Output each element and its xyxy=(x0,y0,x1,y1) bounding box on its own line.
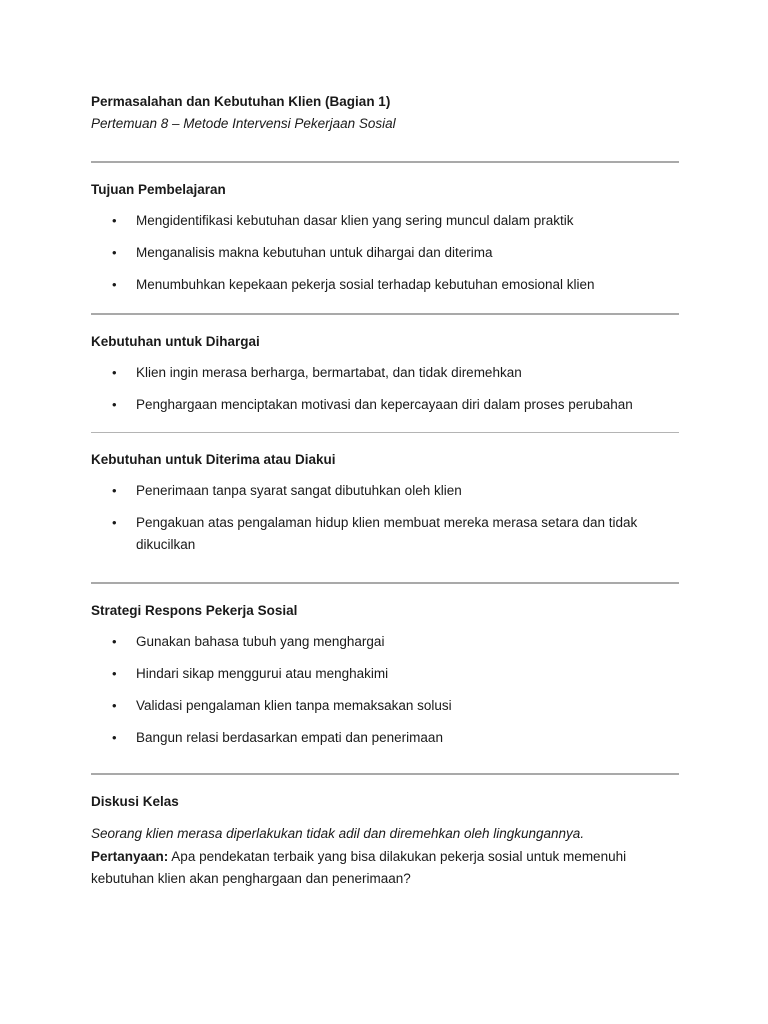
list-item: • Hindari sikap menggurui atau menghakimi xyxy=(91,663,679,685)
strategi-list xyxy=(91,631,679,749)
dihargai-list xyxy=(91,362,679,416)
bullet-icon: • xyxy=(112,213,117,228)
list-item: • Klien ingin merasa berharga, bermartabat, dan tidak diremehkan xyxy=(91,362,679,384)
divider xyxy=(91,432,679,433)
bullet-icon: • xyxy=(112,397,117,412)
document-page xyxy=(91,92,679,890)
divider xyxy=(91,161,679,163)
document-title: Permasalahan dan Kebutuhan Klien (Bagian 1) xyxy=(91,94,391,109)
bullet-icon: • xyxy=(112,483,117,498)
list-item: • Gunakan bahasa tubuh yang menghargai xyxy=(91,631,679,653)
list-item: • Mengidentifikasi kebutuhan dasar klien yang sering muncul dalam praktik xyxy=(91,210,679,232)
bullet-icon: • xyxy=(112,634,117,649)
list-item: • Penghargaan menciptakan motivasi dan kepercayaan diri dalam proses perubahan xyxy=(91,394,679,416)
list-item: • Pengakuan atas pengalaman hidup klien membuat mereka merasa setara dan tidak dikucilkan xyxy=(91,512,679,556)
section-heading-dihargai: Kebutuhan untuk Dihargai xyxy=(91,334,260,349)
bullet-icon: • xyxy=(112,730,117,745)
bullet-icon: • xyxy=(112,277,117,292)
bullet-icon: • xyxy=(112,698,117,713)
list-item: • Penerimaan tanpa syarat sangat dibutuhkan oleh klien xyxy=(91,480,679,502)
list-item: • Validasi pengalaman klien tanpa memaksakan solusi xyxy=(91,695,679,717)
divider xyxy=(91,773,679,775)
question-label: Pertanyaan: xyxy=(91,849,169,864)
divider xyxy=(91,582,679,584)
bullet-icon: • xyxy=(112,515,117,530)
section-heading-diskusi: Diskusi Kelas xyxy=(91,794,179,809)
diterima-list xyxy=(91,480,679,556)
section-heading-diterima: Kebutuhan untuk Diterima atau Diakui xyxy=(91,452,336,467)
list-item: • Menumbuhkan kepekaan pekerja sosial terhadap kebutuhan emosional klien xyxy=(91,274,679,296)
bullet-icon: • xyxy=(112,666,117,681)
list-item: • Bangun relasi berdasarkan empati dan penerimaan xyxy=(91,727,679,749)
bullet-icon: • xyxy=(112,365,117,380)
tujuan-list xyxy=(91,210,679,296)
discussion-question xyxy=(91,846,679,890)
section-heading-strategi: Strategi Respons Pekerja Sosial xyxy=(91,603,298,618)
list-item: • Menganalisis makna kebutuhan untuk dihargai dan diterima xyxy=(91,242,679,264)
document-subtitle: Pertemuan 8 – Metode Intervensi Pekerjaan Sosial xyxy=(91,116,396,131)
bullet-icon: • xyxy=(112,245,117,260)
discussion-case: Seorang klien merasa diperlakukan tidak adil dan diremehkan oleh lingkungannya. xyxy=(91,826,585,841)
section-heading-tujuan: Tujuan Pembelajaran xyxy=(91,182,226,197)
divider xyxy=(91,313,679,315)
question-text: Apa pendekatan terbaik yang bisa dilakukan pekerja sosial untuk memenuhi kebutuhan klien akan penghargaan dan penerimaan? xyxy=(91,849,627,886)
